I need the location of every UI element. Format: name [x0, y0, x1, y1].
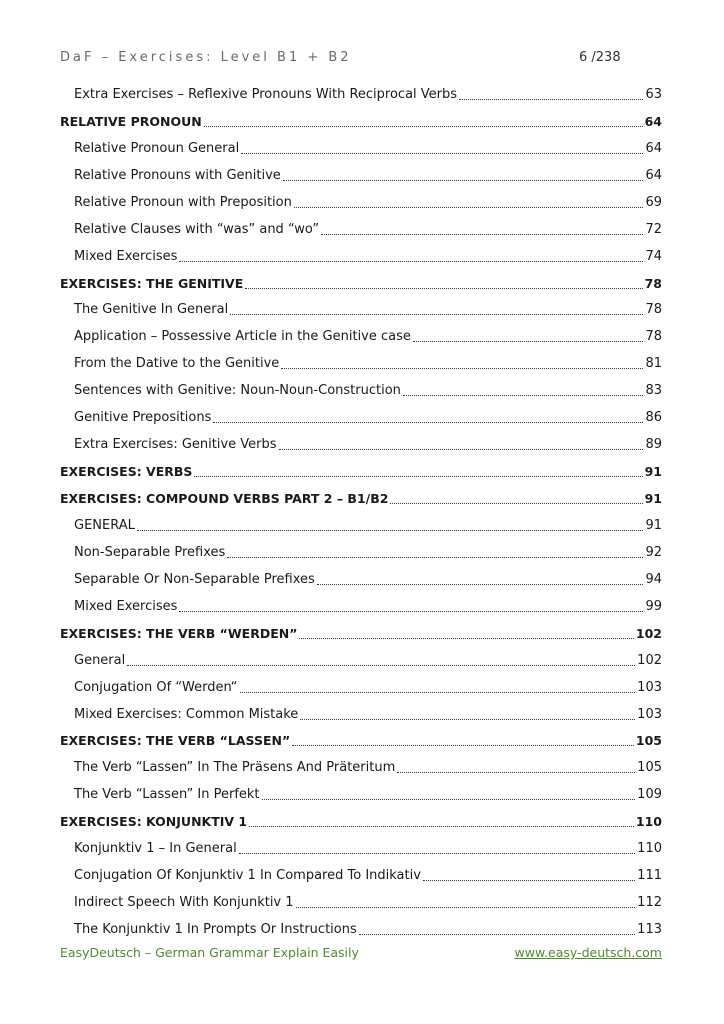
toc-section-entry[interactable] [60, 728, 662, 755]
toc-entry-title: RELATIVE PRONOUN [60, 113, 202, 129]
toc-entry-title: Genitive Prepositions [74, 410, 212, 426]
toc-entry-title: EXERCISES: COMPOUND VERBS PART 2 – B1/B2 [60, 491, 389, 507]
toc-subsection-entry[interactable] [60, 216, 662, 243]
toc-entry-page: 69 [645, 194, 662, 210]
toc-entry-page: 91 [644, 491, 662, 507]
toc-dot-leader [459, 99, 643, 100]
toc-subsection-entry[interactable] [60, 916, 662, 943]
toc-dot-leader [403, 395, 644, 396]
toc-entry-title: Mixed Exercises [74, 598, 178, 614]
toc-entry-title: Separable Or Non-Separable Prefixes [74, 571, 315, 587]
toc-entry-title: Extra Exercises: Genitive Verbs [74, 437, 277, 453]
toc-subsection-entry[interactable] [60, 350, 662, 377]
toc-entry-title: Mixed Exercises: Common Mistake [74, 706, 299, 722]
toc-entry-page: 92 [645, 544, 662, 560]
toc-entry-page: 78 [644, 275, 662, 291]
toc-dot-leader [137, 530, 644, 531]
toc-dot-leader [317, 584, 644, 585]
footer-tagline: EasyDeutsch – German Grammar Explain Easily [60, 945, 359, 960]
toc-entry-title: Relative Pronoun with Preposition [74, 194, 292, 210]
toc-dot-leader [279, 449, 644, 450]
toc-entry-title: The Konjunktiv 1 In Prompts Or Instructions [74, 922, 357, 938]
toc-dot-leader [240, 692, 636, 693]
toc-entry-title: EXERCISES: VERBS [60, 464, 193, 480]
toc-entry-page: 111 [637, 868, 662, 884]
toc-subsection-entry[interactable] [60, 701, 662, 728]
toc-section-entry[interactable] [60, 458, 662, 485]
toc-entry-page: 109 [637, 787, 662, 803]
toc-entry-title: The Verb “Lassen” In The Präsens And Präteritum [74, 760, 396, 776]
toc-entry-page: 113 [637, 922, 662, 938]
toc-entry-page: 99 [645, 598, 662, 614]
toc-subsection-entry[interactable] [60, 566, 662, 593]
toc-entry-title: Mixed Exercises [74, 248, 178, 264]
toc-dot-leader [299, 638, 633, 639]
toc-subsection-entry[interactable] [60, 81, 662, 108]
toc-dot-leader [239, 853, 635, 854]
toc-entry-page: 94 [645, 571, 662, 587]
toc-dot-leader [194, 476, 642, 477]
toc-subsection-entry[interactable] [60, 539, 662, 566]
toc-dot-leader [230, 314, 643, 315]
toc-dot-leader [241, 153, 643, 154]
toc-subsection-entry[interactable] [60, 862, 662, 889]
toc-entry-title: EXERCISES: THE VERB “LASSEN” [60, 733, 291, 749]
toc-subsection-entry[interactable] [60, 512, 662, 539]
toc-subsection-entry[interactable] [60, 647, 662, 674]
toc-dot-leader [213, 422, 643, 423]
toc-dot-leader [262, 799, 636, 800]
toc-subsection-entry[interactable] [60, 431, 662, 458]
toc-entry-title: From the Dative to the Genitive [74, 356, 280, 372]
toc-entry-title: Indirect Speech With Konjunktiv 1 [74, 895, 294, 911]
table-of-contents [60, 81, 662, 943]
toc-entry-page: 91 [645, 517, 662, 533]
toc-section-entry[interactable] [60, 485, 662, 512]
toc-dot-leader [296, 907, 636, 908]
toc-subsection-entry[interactable] [60, 835, 662, 862]
toc-entry-page: 105 [635, 733, 662, 749]
page-header [60, 50, 664, 70]
toc-entry-page: 102 [637, 652, 662, 668]
toc-entry-title: Relative Pronoun General [74, 140, 240, 156]
toc-subsection-entry[interactable] [60, 189, 662, 216]
toc-entry-title: Conjugation Of “Werden“ [74, 679, 238, 695]
toc-subsection-entry[interactable] [60, 243, 662, 270]
toc-dot-leader [179, 261, 643, 262]
toc-entry-page: 91 [644, 464, 662, 480]
toc-section-entry[interactable] [60, 108, 662, 135]
toc-entry-page: 64 [644, 113, 662, 129]
toc-entry-title: GENERAL [74, 517, 135, 533]
toc-section-entry[interactable] [60, 270, 662, 297]
toc-entry-title: Application – Possessive Article in the Genitive case [74, 329, 411, 345]
page-footer [60, 945, 662, 965]
toc-entry-page: 63 [645, 86, 662, 102]
toc-dot-leader [423, 880, 635, 881]
toc-entry-title: EXERCISES: THE VERB “WERDEN” [60, 625, 298, 641]
toc-subsection-entry[interactable] [60, 781, 662, 808]
toc-dot-leader [249, 826, 634, 827]
toc-entry-page: 83 [645, 383, 662, 399]
toc-entry-page: 64 [645, 140, 662, 156]
toc-dot-leader [127, 665, 635, 666]
toc-subsection-entry[interactable] [60, 889, 662, 916]
toc-entry-title: Conjugation Of Konjunktiv 1 In Compared To Indikativ [74, 868, 421, 884]
toc-dot-leader [292, 745, 634, 746]
toc-entry-page: 103 [637, 679, 662, 695]
toc-entry-title: Extra Exercises – Reflexive Pronouns With Reciprocal Verbs [74, 86, 458, 102]
toc-entry-title: Konjunktiv 1 – In General [74, 841, 237, 857]
toc-dot-leader [179, 611, 643, 612]
page-number: 6 /238 [579, 50, 621, 65]
toc-subsection-entry[interactable] [60, 135, 662, 162]
toc-entry-page: 78 [645, 329, 662, 345]
toc-dot-leader [245, 288, 642, 289]
toc-dot-leader [281, 368, 643, 369]
toc-dot-leader [321, 234, 643, 235]
toc-section-entry[interactable] [60, 620, 662, 647]
toc-dot-leader [294, 207, 644, 208]
toc-entry-title: The Genitive In General [74, 302, 229, 318]
toc-entry-title: Relative Clauses with “was” and “wo” [74, 221, 320, 237]
toc-subsection-entry[interactable] [60, 404, 662, 431]
toc-subsection-entry[interactable] [60, 754, 662, 781]
toc-entry-page: 74 [645, 248, 662, 264]
toc-dot-leader [390, 503, 642, 504]
toc-subsection-entry[interactable] [60, 323, 662, 350]
toc-dot-leader [300, 719, 635, 720]
toc-entry-page: 72 [645, 221, 662, 237]
toc-entry-title: Non-Separable Prefixes [74, 544, 226, 560]
toc-entry-title: Sentences with Genitive: Noun-Noun-Construction [74, 383, 401, 399]
toc-dot-leader [283, 180, 644, 181]
toc-dot-leader [413, 341, 644, 342]
toc-subsection-entry[interactable] [60, 297, 662, 324]
toc-entry-page: 86 [645, 410, 662, 426]
toc-dot-leader [227, 557, 643, 558]
toc-dot-leader [359, 934, 635, 935]
toc-entry-title: EXERCISES: KONJUNKTIV 1 [60, 814, 248, 830]
toc-entry-page: 103 [637, 706, 662, 722]
document-title: DaF – Exercises: Level B1 + B2 [60, 50, 352, 65]
toc-entry-page: 89 [645, 437, 662, 453]
toc-entry-page: 81 [645, 356, 662, 372]
footer-website-link[interactable]: www.easy-deutsch.com [514, 945, 662, 960]
toc-section-entry[interactable] [60, 808, 662, 835]
toc-entry-title: Relative Pronouns with Genitive [74, 167, 281, 183]
toc-subsection-entry[interactable] [60, 593, 662, 620]
toc-entry-page: 105 [637, 760, 662, 776]
toc-entry-page: 110 [635, 814, 662, 830]
toc-entry-page: 112 [637, 895, 662, 911]
toc-entry-page: 64 [645, 167, 662, 183]
toc-entry-page: 110 [637, 841, 662, 857]
toc-dot-leader [397, 772, 635, 773]
toc-entry-title: The Verb “Lassen” In Perfekt [74, 787, 260, 803]
toc-subsection-entry[interactable] [60, 377, 662, 404]
toc-entry-title: EXERCISES: THE GENITIVE [60, 275, 244, 291]
toc-entry-title: General [74, 652, 126, 668]
toc-entry-page: 102 [635, 625, 662, 641]
toc-subsection-entry[interactable] [60, 162, 662, 189]
toc-dot-leader [204, 126, 643, 127]
toc-subsection-entry[interactable] [60, 674, 662, 701]
toc-entry-page: 78 [645, 302, 662, 318]
